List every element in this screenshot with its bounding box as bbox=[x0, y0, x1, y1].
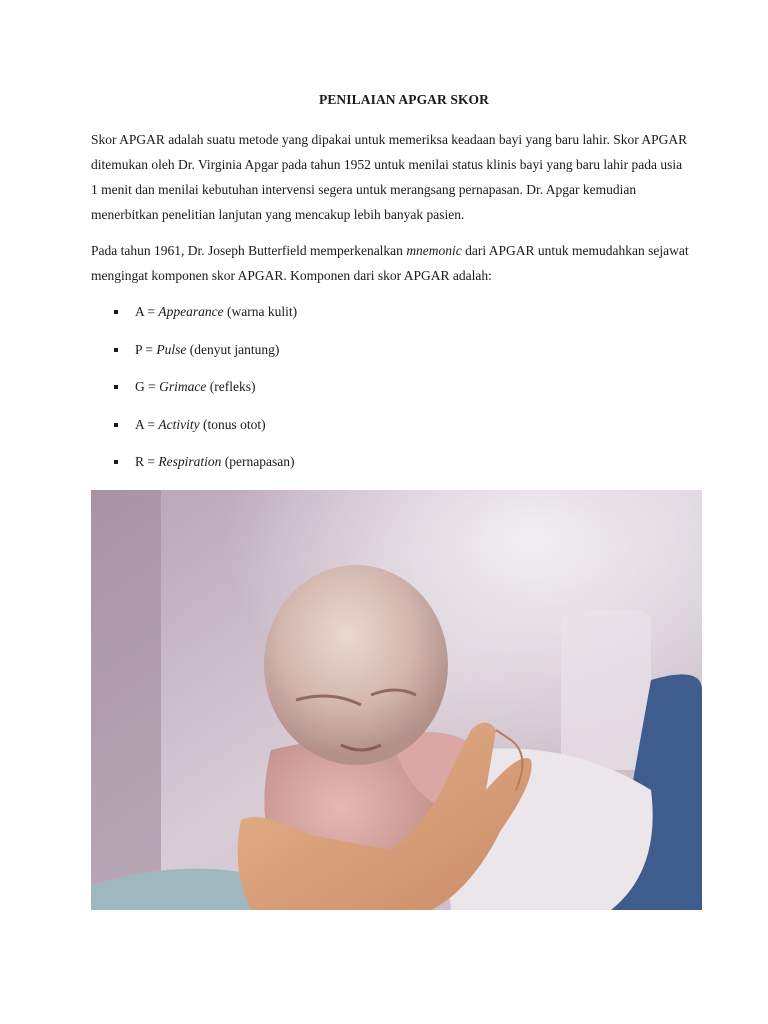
list-item: A = Activity (tonus otot) bbox=[91, 413, 297, 451]
bullet-icon bbox=[114, 460, 118, 464]
intro-paragraph: Skor APGAR adalah suatu metode yang dipakai untuk memeriksa keadaan bayi yang baru lahir. Skor APGAR ditemukan oleh Dr. Virginia Apgar pada tahun 1952 untuk menilai status klinis bayi yang baru lahir pada usia 1 menit dan menilai kebutuhan intervensi segera untuk merangsang pernapasan. Dr. Apgar kemudian menerbitkan penelitian lanjutan yang mencakup lebih banyak pasien. bbox=[91, 132, 688, 222]
bullet-icon bbox=[114, 348, 118, 352]
bullet-icon bbox=[114, 423, 118, 427]
mnemonic-paragraph-text: Pada tahun 1961, Dr. Joseph Butterfield memperkenalkan bbox=[91, 243, 407, 258]
list-item: R = Respiration (pernapasan) bbox=[91, 450, 297, 488]
newborn-baby-photo bbox=[91, 490, 702, 910]
list-item: P = Pulse (denyut jantung) bbox=[91, 338, 297, 376]
bullet-icon bbox=[114, 310, 118, 314]
mnemonic-paragraph bbox=[91, 238, 691, 288]
mnemonic-term: mnemonic bbox=[406, 243, 462, 258]
list-item: A = Appearance (warna kulit) bbox=[91, 300, 297, 338]
apgar-component-list bbox=[91, 300, 297, 488]
bullet-icon bbox=[114, 385, 118, 389]
list-item: G = Grimace (refleks) bbox=[91, 375, 297, 413]
document-title: PENILAIAN APGAR SKOR bbox=[318, 92, 490, 107]
mnemonic-paragraph-text: dari APGAR untuk memudahkan sejawat mengingat komponen skor APGAR. Komponen dari skor APGAR adalah: bbox=[91, 243, 689, 283]
